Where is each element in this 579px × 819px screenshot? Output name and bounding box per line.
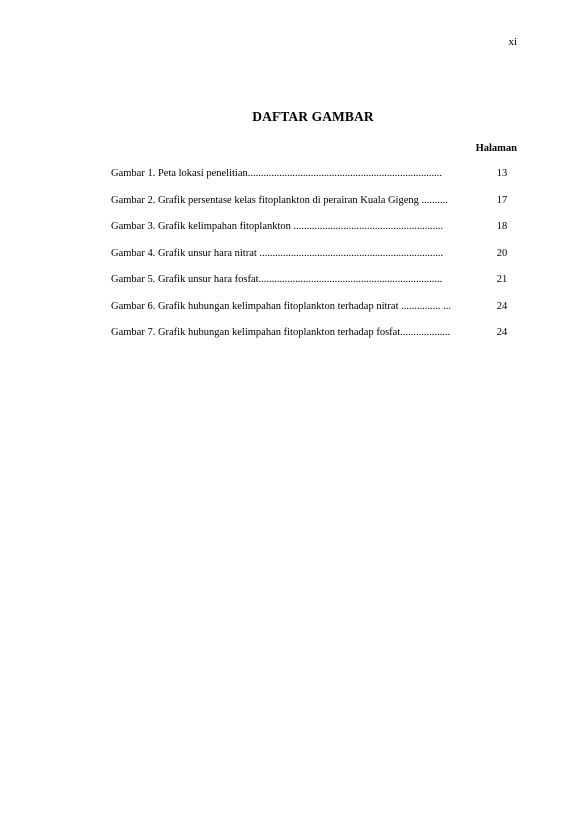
figure-entry-page: 17 xyxy=(496,194,508,206)
figure-list xyxy=(111,167,517,353)
figure-list-item xyxy=(111,220,517,247)
figure-list-item xyxy=(111,273,517,300)
figure-entry-label: Gambar 5. Grafik unsur hara fosfat...................................................................... xyxy=(111,274,443,285)
figure-list-item xyxy=(111,326,517,353)
figure-entry-page: 24 xyxy=(496,300,508,312)
figure-list-item xyxy=(111,300,517,327)
figure-entry-label: Gambar 7. Grafik hubungan kelimpahan fitoplankton terhadap fosfat................... xyxy=(111,327,451,338)
figure-entry-label: Gambar 2. Grafik persentase kelas fitoplankton di perairan Kuala Gigeng .......... xyxy=(111,194,448,206)
figure-list-item xyxy=(111,247,517,274)
page-column-header: Halaman xyxy=(475,143,517,154)
figure-entry-page: 21 xyxy=(496,274,508,285)
figure-entry-page: 20 xyxy=(496,247,508,259)
page-number: xi xyxy=(508,36,517,48)
figure-entry-label: Gambar 3. Grafik kelimpahan fitoplankton ......................................................... xyxy=(111,221,444,232)
figure-list-item xyxy=(111,167,517,194)
figure-entry-page: 24 xyxy=(496,327,508,338)
figure-entry-label: Gambar 6. Grafik hubungan kelimpahan fitoplankton terhadap nitrat ............... ... xyxy=(111,300,451,312)
figure-list-item xyxy=(111,194,517,221)
figure-entry-label: Gambar 1. Peta lokasi penelitian.......................................................................... xyxy=(111,168,443,179)
figure-entry-page: 13 xyxy=(496,168,508,179)
page-title: DAFTAR GAMBAR xyxy=(252,109,374,124)
figure-entry-label: Gambar 4. Grafik unsur hara nitrat ...................................................................... xyxy=(111,247,444,259)
figure-entry-page: 18 xyxy=(496,221,508,232)
